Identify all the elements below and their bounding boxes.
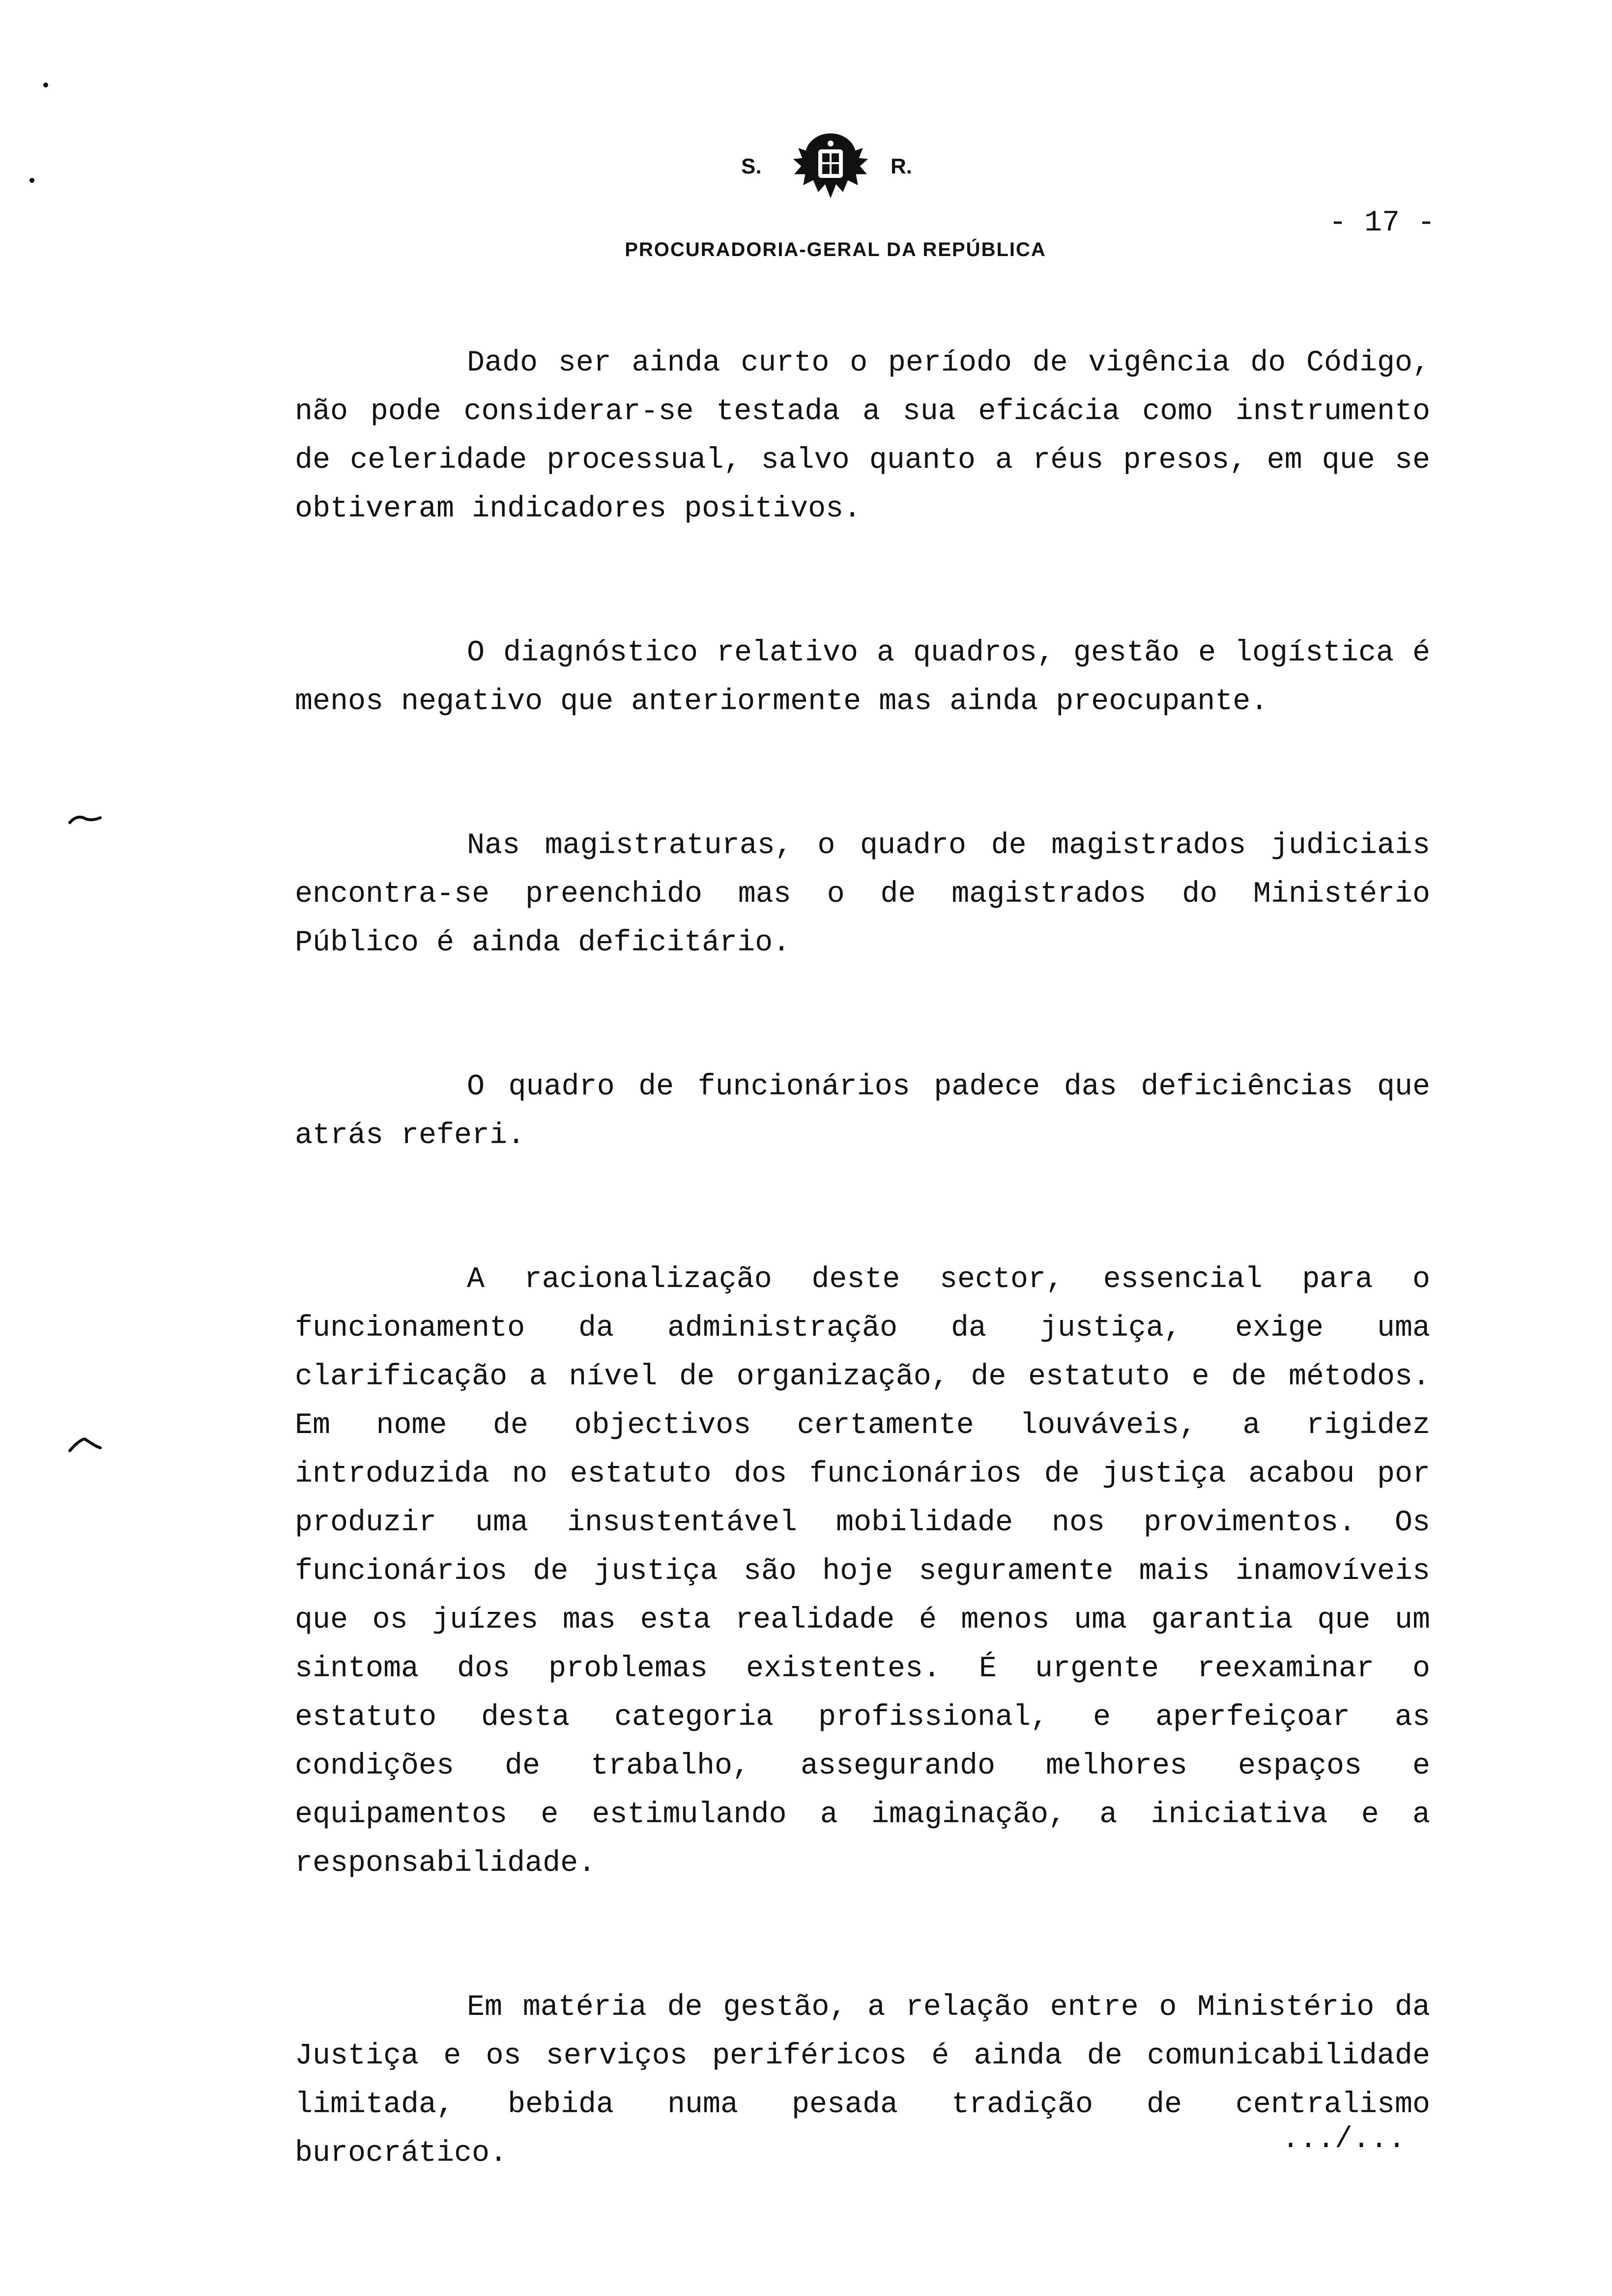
coat-of-arms-icon xyxy=(784,129,877,207)
margin-tick-mark xyxy=(68,812,102,827)
paragraph-4-text: O quadro de funcionários padece das deficiências que atrás referi. xyxy=(295,1070,1430,1152)
paragraph-6-text: Em matéria de gestão, a relação entre o Ministério da Justiça e os serviços periféricos é ainda de comunicabilidade limitada, bebida numa pesada tradição de centralismo burocrático. xyxy=(295,1991,1430,2170)
paragraph-3 xyxy=(295,822,1430,968)
paragraph-1-text: Dado ser ainda curto o período de vigência do Código, não pode considerar-se testada a sua eficácia como instrumento de celeridade processual, salvo quanto a réus presos, em que se obtiveram indicadores positivos. xyxy=(295,346,1430,526)
office-name: PROCURADORIA-GERAL DA REPÚBLICA xyxy=(625,239,1046,260)
margin-tick-mark xyxy=(68,1435,102,1455)
margin-dot xyxy=(29,178,34,183)
paragraph-5-text: A racionalização deste sector, essencial para o funcionamento da administração da justiça, exige uma clarificação a nível de organização, de estatuto e de métodos. Em nome de objectivos certamente louváveis, a rigidez introduzida no estatuto dos funcionários de justiça acabou por produzir uma insustentável mobilidade nos provimentos. Os funcionários de justiça são hoje seguramente mais inamovíveis que os juízes mas esta realidade é menos uma garantia que um sintoma dos problemas existentes. É urgente reexaminar o estatuto desta categoria profissional, e aperfeiçoar as condições de trabalho, assegurando melhores espaços e equipamentos e estimulando a imaginação, a iniciativa e a responsabilidade. xyxy=(295,1263,1430,1880)
page-number: - 17 - xyxy=(1328,206,1435,240)
continuation-mark: .../... xyxy=(1281,2123,1406,2156)
letterhead-left-initial: S. xyxy=(741,154,762,178)
paragraph-4 xyxy=(295,1063,1430,1160)
paragraph-1 xyxy=(295,339,1430,534)
paragraph-2 xyxy=(295,629,1430,726)
paragraph-3-text: Nas magistraturas, o quadro de magistrados judiciais encontra-se preenchido mas o de magistrados do Ministério Público é ainda deficitário. xyxy=(295,829,1430,960)
letterhead-seal-row xyxy=(708,129,953,207)
paragraph-5 xyxy=(295,1256,1430,1888)
margin-dot xyxy=(43,83,48,87)
letterhead-right-initial: R. xyxy=(891,154,912,178)
paragraph-2-text: O diagnóstico relativo a quadros, gestão e logística é menos negativo que anteriormente mas ainda preocupante. xyxy=(295,636,1430,718)
body-text xyxy=(295,339,1430,2273)
